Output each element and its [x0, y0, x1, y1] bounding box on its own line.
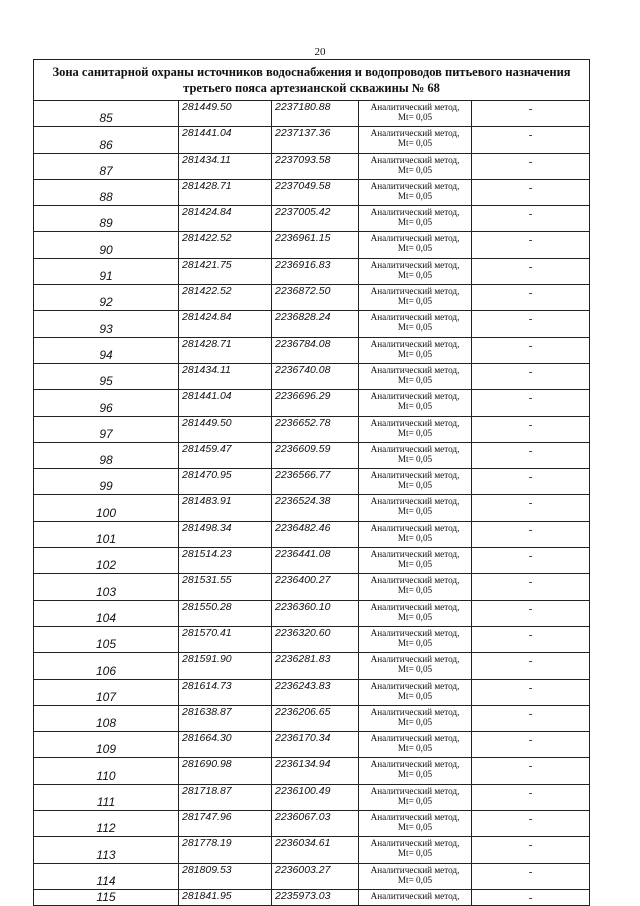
- method-cell: [359, 626, 472, 652]
- y-coordinate: 2236482.46: [272, 521, 359, 547]
- method-accuracy: Mt= 0,05: [397, 795, 433, 806]
- error-value: -: [472, 442, 590, 468]
- x-coordinate: 281428.71: [179, 337, 272, 363]
- method-accuracy: Mt= 0,05: [397, 716, 433, 727]
- method-cell: [359, 653, 472, 679]
- method-accuracy: Mt= 0,05: [397, 585, 433, 596]
- table-row: [34, 179, 590, 205]
- point-number: 96: [34, 390, 179, 416]
- y-coordinate: 2236916.83: [272, 258, 359, 284]
- error-value: -: [472, 889, 590, 905]
- method-label: Аналитический метод,: [370, 759, 460, 770]
- table-row: [34, 889, 590, 905]
- method-accuracy: Mt= 0,05: [397, 664, 433, 675]
- y-coordinate: 2237049.58: [272, 179, 359, 205]
- table-row: [34, 337, 590, 363]
- method-cell: [359, 363, 472, 389]
- point-number: 107: [34, 679, 179, 705]
- method-cell: [359, 548, 472, 574]
- y-coordinate: 2236003.27: [272, 863, 359, 889]
- table-row: [34, 390, 590, 416]
- method-label: Аналитический метод,: [370, 785, 460, 796]
- y-coordinate: 2237005.42: [272, 206, 359, 232]
- method-label: Аналитический метод,: [370, 207, 460, 218]
- method-label: Аналитический метод,: [370, 338, 460, 349]
- error-value: -: [472, 363, 590, 389]
- point-number: 104: [34, 600, 179, 626]
- method-accuracy: Mt= 0,05: [397, 190, 433, 201]
- x-coordinate: 281841.95: [179, 889, 272, 905]
- error-value: -: [472, 548, 590, 574]
- x-coordinate: 281483.91: [179, 495, 272, 521]
- x-coordinate: 281434.11: [179, 153, 272, 179]
- table-row: [34, 416, 590, 442]
- y-coordinate: 2236206.65: [272, 705, 359, 731]
- x-coordinate: 281531.55: [179, 574, 272, 600]
- table-row: [34, 153, 590, 179]
- y-coordinate: 2235973.03: [272, 889, 359, 905]
- y-coordinate: 2236828.24: [272, 311, 359, 337]
- x-coordinate: 281747.96: [179, 811, 272, 837]
- method-cell: [359, 600, 472, 626]
- method-cell: [359, 679, 472, 705]
- point-number: 113: [34, 837, 179, 863]
- method-label: Аналитический метод,: [370, 496, 460, 507]
- point-number: 115: [34, 889, 179, 905]
- error-value: -: [472, 811, 590, 837]
- error-value: -: [472, 232, 590, 258]
- x-coordinate: 281428.71: [179, 179, 272, 205]
- table-title: [34, 60, 590, 101]
- y-coordinate: 2236170.34: [272, 732, 359, 758]
- method-accuracy: Mt= 0,05: [397, 559, 433, 570]
- table-row: [34, 285, 590, 311]
- method-cell: [359, 442, 472, 468]
- method-cell: [359, 732, 472, 758]
- method-cell: [359, 311, 472, 337]
- y-coordinate: 2236320.60: [272, 626, 359, 652]
- method-accuracy: Mt= 0,05: [397, 637, 433, 648]
- point-number: 100: [34, 495, 179, 521]
- x-coordinate: 281459.47: [179, 442, 272, 468]
- point-number: 111: [34, 784, 179, 810]
- table-row: [34, 127, 590, 153]
- table-row: [34, 863, 590, 889]
- table-title-line-2: третьего пояса артезианской скважины № 68: [183, 81, 440, 95]
- table-row: [34, 232, 590, 258]
- x-coordinate: 281422.52: [179, 232, 272, 258]
- x-coordinate: 281441.04: [179, 127, 272, 153]
- method-label: Аналитический метод,: [370, 522, 460, 533]
- error-value: -: [472, 837, 590, 863]
- error-value: -: [472, 127, 590, 153]
- method-label: Аналитический метод,: [370, 364, 460, 375]
- method-accuracy: Mt= 0,05: [397, 769, 433, 780]
- method-label: Аналитический метод,: [370, 654, 460, 665]
- error-value: -: [472, 784, 590, 810]
- x-coordinate: 281550.28: [179, 600, 272, 626]
- coordinates-table: [33, 59, 590, 906]
- method-accuracy: Mt= 0,05: [397, 243, 433, 254]
- table-row: [34, 206, 590, 232]
- method-accuracy: Mt= 0,05: [397, 348, 433, 359]
- error-value: -: [472, 758, 590, 784]
- table-row: [34, 784, 590, 810]
- y-coordinate: 2237180.88: [272, 101, 359, 127]
- method-label: Аналитический метод,: [370, 549, 460, 560]
- method-accuracy: Mt= 0,05: [397, 164, 433, 175]
- x-coordinate: 281809.53: [179, 863, 272, 889]
- method-accuracy: Mt= 0,05: [397, 322, 433, 333]
- method-label: Аналитический метод,: [370, 180, 460, 191]
- method-accuracy: Mt= 0,05: [397, 453, 433, 464]
- error-value: -: [472, 179, 590, 205]
- method-label: Аналитический метод,: [370, 233, 460, 244]
- method-cell: [359, 390, 472, 416]
- error-value: -: [472, 469, 590, 495]
- y-coordinate: 2237093.58: [272, 153, 359, 179]
- error-value: -: [472, 206, 590, 232]
- point-number: 93: [34, 311, 179, 337]
- method-label: Аналитический метод,: [370, 575, 460, 586]
- point-number: 99: [34, 469, 179, 495]
- y-coordinate: 2236740.08: [272, 363, 359, 389]
- method-cell: [359, 705, 472, 731]
- method-cell: [359, 811, 472, 837]
- table-row: [34, 626, 590, 652]
- y-coordinate: 2236281.83: [272, 653, 359, 679]
- y-coordinate: 2236360.10: [272, 600, 359, 626]
- error-value: -: [472, 337, 590, 363]
- point-number: 101: [34, 521, 179, 547]
- method-accuracy: Mt= 0,05: [397, 217, 433, 228]
- y-coordinate: 2236566.77: [272, 469, 359, 495]
- y-coordinate: 2236872.50: [272, 285, 359, 311]
- error-value: -: [472, 495, 590, 521]
- point-number: 90: [34, 232, 179, 258]
- method-label: Аналитический метод,: [370, 259, 460, 270]
- point-number: 103: [34, 574, 179, 600]
- x-coordinate: 281422.52: [179, 285, 272, 311]
- method-accuracy: Mt= 0,05: [397, 532, 433, 543]
- table-row: [34, 363, 590, 389]
- error-value: -: [472, 390, 590, 416]
- error-value: -: [472, 521, 590, 547]
- error-value: -: [472, 311, 590, 337]
- method-cell: [359, 521, 472, 547]
- x-coordinate: 281690.98: [179, 758, 272, 784]
- method-accuracy: Mt= 0,05: [397, 112, 433, 122]
- y-coordinate: 2236652.78: [272, 416, 359, 442]
- table-row: [34, 101, 590, 127]
- error-value: -: [472, 574, 590, 600]
- method-accuracy: Mt= 0,05: [397, 269, 433, 280]
- point-number: 98: [34, 442, 179, 468]
- x-coordinate: 281638.87: [179, 705, 272, 731]
- x-coordinate: 281449.50: [179, 101, 272, 127]
- table-row: [34, 311, 590, 337]
- x-coordinate: 281449.50: [179, 416, 272, 442]
- method-cell: [359, 863, 472, 889]
- table-row: [34, 442, 590, 468]
- method-label: Аналитический метод,: [370, 627, 460, 638]
- y-coordinate: 2236034.61: [272, 837, 359, 863]
- title-row: [34, 60, 590, 101]
- table-row: [34, 258, 590, 284]
- y-coordinate: 2236243.83: [272, 679, 359, 705]
- method-cell: [359, 495, 472, 521]
- point-number: 89: [34, 206, 179, 232]
- method-cell: Аналитический метод,: [359, 889, 472, 905]
- method-accuracy: Mt= 0,05: [397, 848, 433, 859]
- table-row: [34, 495, 590, 521]
- point-number: 85: [34, 101, 179, 127]
- table-row: [34, 469, 590, 495]
- x-coordinate: 281421.75: [179, 258, 272, 284]
- y-coordinate: 2237137.36: [272, 127, 359, 153]
- method-cell: [359, 416, 472, 442]
- point-number: 94: [34, 337, 179, 363]
- method-accuracy: Mt= 0,05: [397, 138, 433, 149]
- y-coordinate: 2236784.08: [272, 337, 359, 363]
- table-title-line-1: Зона санитарной охраны источников водоснабжения и водопроводов питьевого назначения: [52, 65, 571, 79]
- point-number: 97: [34, 416, 179, 442]
- x-coordinate: 281718.87: [179, 784, 272, 810]
- x-coordinate: 281514.23: [179, 548, 272, 574]
- y-coordinate: 2236134.94: [272, 758, 359, 784]
- error-value: -: [472, 732, 590, 758]
- method-label: Аналитический метод,: [370, 706, 460, 717]
- method-accuracy: Mt= 0,05: [397, 611, 433, 622]
- error-value: -: [472, 626, 590, 652]
- method-cell: [359, 127, 472, 153]
- method-accuracy: Mt= 0,05: [397, 427, 433, 438]
- table-row: [34, 758, 590, 784]
- table-row: [34, 600, 590, 626]
- x-coordinate: 281778.19: [179, 837, 272, 863]
- error-value: -: [472, 258, 590, 284]
- method-accuracy: Mt= 0,05: [397, 374, 433, 385]
- method-accuracy: Mt= 0,05: [397, 743, 433, 754]
- table-body: [34, 60, 590, 906]
- method-cell: [359, 206, 472, 232]
- point-number: 112: [34, 811, 179, 837]
- method-label: Аналитический метод,: [370, 838, 460, 849]
- method-cell: [359, 179, 472, 205]
- x-coordinate: 281591.90: [179, 653, 272, 679]
- method-cell: [359, 232, 472, 258]
- x-coordinate: 281424.84: [179, 206, 272, 232]
- method-label: Аналитический метод,: [370, 864, 460, 875]
- point-number: 108: [34, 705, 179, 731]
- error-value: -: [472, 153, 590, 179]
- point-number: 91: [34, 258, 179, 284]
- error-value: -: [472, 101, 590, 127]
- x-coordinate: 281441.04: [179, 390, 272, 416]
- point-number: 106: [34, 653, 179, 679]
- table-row: [34, 679, 590, 705]
- table-row: [34, 521, 590, 547]
- method-cell: [359, 784, 472, 810]
- method-accuracy: Mt= 0,05: [397, 874, 433, 885]
- method-label: Аналитический метод,: [370, 470, 460, 481]
- x-coordinate: 281470.95: [179, 469, 272, 495]
- x-coordinate: 281424.84: [179, 311, 272, 337]
- table-row: [34, 811, 590, 837]
- y-coordinate: 2236441.08: [272, 548, 359, 574]
- method-label: Аналитический метод,: [370, 128, 460, 139]
- point-number: 109: [34, 732, 179, 758]
- y-coordinate: 2236067.03: [272, 811, 359, 837]
- point-number: 110: [34, 758, 179, 784]
- method-accuracy: Mt= 0,05: [397, 822, 433, 833]
- method-accuracy: Mt= 0,05: [397, 480, 433, 491]
- point-number: 102: [34, 548, 179, 574]
- error-value: -: [472, 653, 590, 679]
- method-cell: [359, 285, 472, 311]
- y-coordinate: 2236961.15: [272, 232, 359, 258]
- error-value: -: [472, 679, 590, 705]
- error-value: -: [472, 416, 590, 442]
- method-label: Аналитический метод,: [370, 391, 460, 402]
- table-row: [34, 732, 590, 758]
- y-coordinate: 2236609.59: [272, 442, 359, 468]
- page-number: 20: [314, 46, 326, 58]
- method-label: Аналитический метод,: [370, 102, 460, 112]
- x-coordinate: 281614.73: [179, 679, 272, 705]
- method-cell: [359, 837, 472, 863]
- point-number: 114: [34, 863, 179, 889]
- method-label: Аналитический метод,: [370, 601, 460, 612]
- error-value: -: [472, 863, 590, 889]
- table-row: [34, 705, 590, 731]
- x-coordinate: 281498.34: [179, 521, 272, 547]
- method-cell: [359, 469, 472, 495]
- method-label: Аналитический метод,: [370, 417, 460, 428]
- y-coordinate: 2236400.27: [272, 574, 359, 600]
- method-accuracy: Mt= 0,05: [397, 506, 433, 517]
- table-row: [34, 574, 590, 600]
- point-number: 86: [34, 127, 179, 153]
- y-coordinate: 2236696.29: [272, 390, 359, 416]
- method-label: Аналитический метод,: [370, 733, 460, 744]
- method-cell: [359, 574, 472, 600]
- method-label: Аналитический метод,: [370, 286, 460, 297]
- point-number: 87: [34, 153, 179, 179]
- method-accuracy: Mt= 0,05: [397, 690, 433, 701]
- point-number: 105: [34, 626, 179, 652]
- method-cell: [359, 758, 472, 784]
- error-value: -: [472, 285, 590, 311]
- method-label: Аналитический метод,: [370, 680, 460, 691]
- point-number: 88: [34, 179, 179, 205]
- method-label: Аналитический метод,: [370, 443, 460, 454]
- error-value: -: [472, 705, 590, 731]
- x-coordinate: 281434.11: [179, 363, 272, 389]
- method-label: Аналитический метод,: [370, 154, 460, 165]
- method-label: Аналитический метод,: [370, 812, 460, 823]
- y-coordinate: 2236524.38: [272, 495, 359, 521]
- table-row: [34, 548, 590, 574]
- method-accuracy: Mt= 0,05: [397, 401, 433, 412]
- method-cell: [359, 258, 472, 284]
- error-value: -: [472, 600, 590, 626]
- x-coordinate: 281664.30: [179, 732, 272, 758]
- point-number: 92: [34, 285, 179, 311]
- method-accuracy: Mt= 0,05: [397, 296, 433, 307]
- y-coordinate: 2236100.49: [272, 784, 359, 810]
- table-row: [34, 837, 590, 863]
- method-cell: [359, 153, 472, 179]
- x-coordinate: 281570.41: [179, 626, 272, 652]
- method-label: Аналитический метод,: [370, 312, 460, 323]
- method-cell: [359, 101, 472, 127]
- method-cell: [359, 337, 472, 363]
- table-row: [34, 653, 590, 679]
- point-number: 95: [34, 363, 179, 389]
